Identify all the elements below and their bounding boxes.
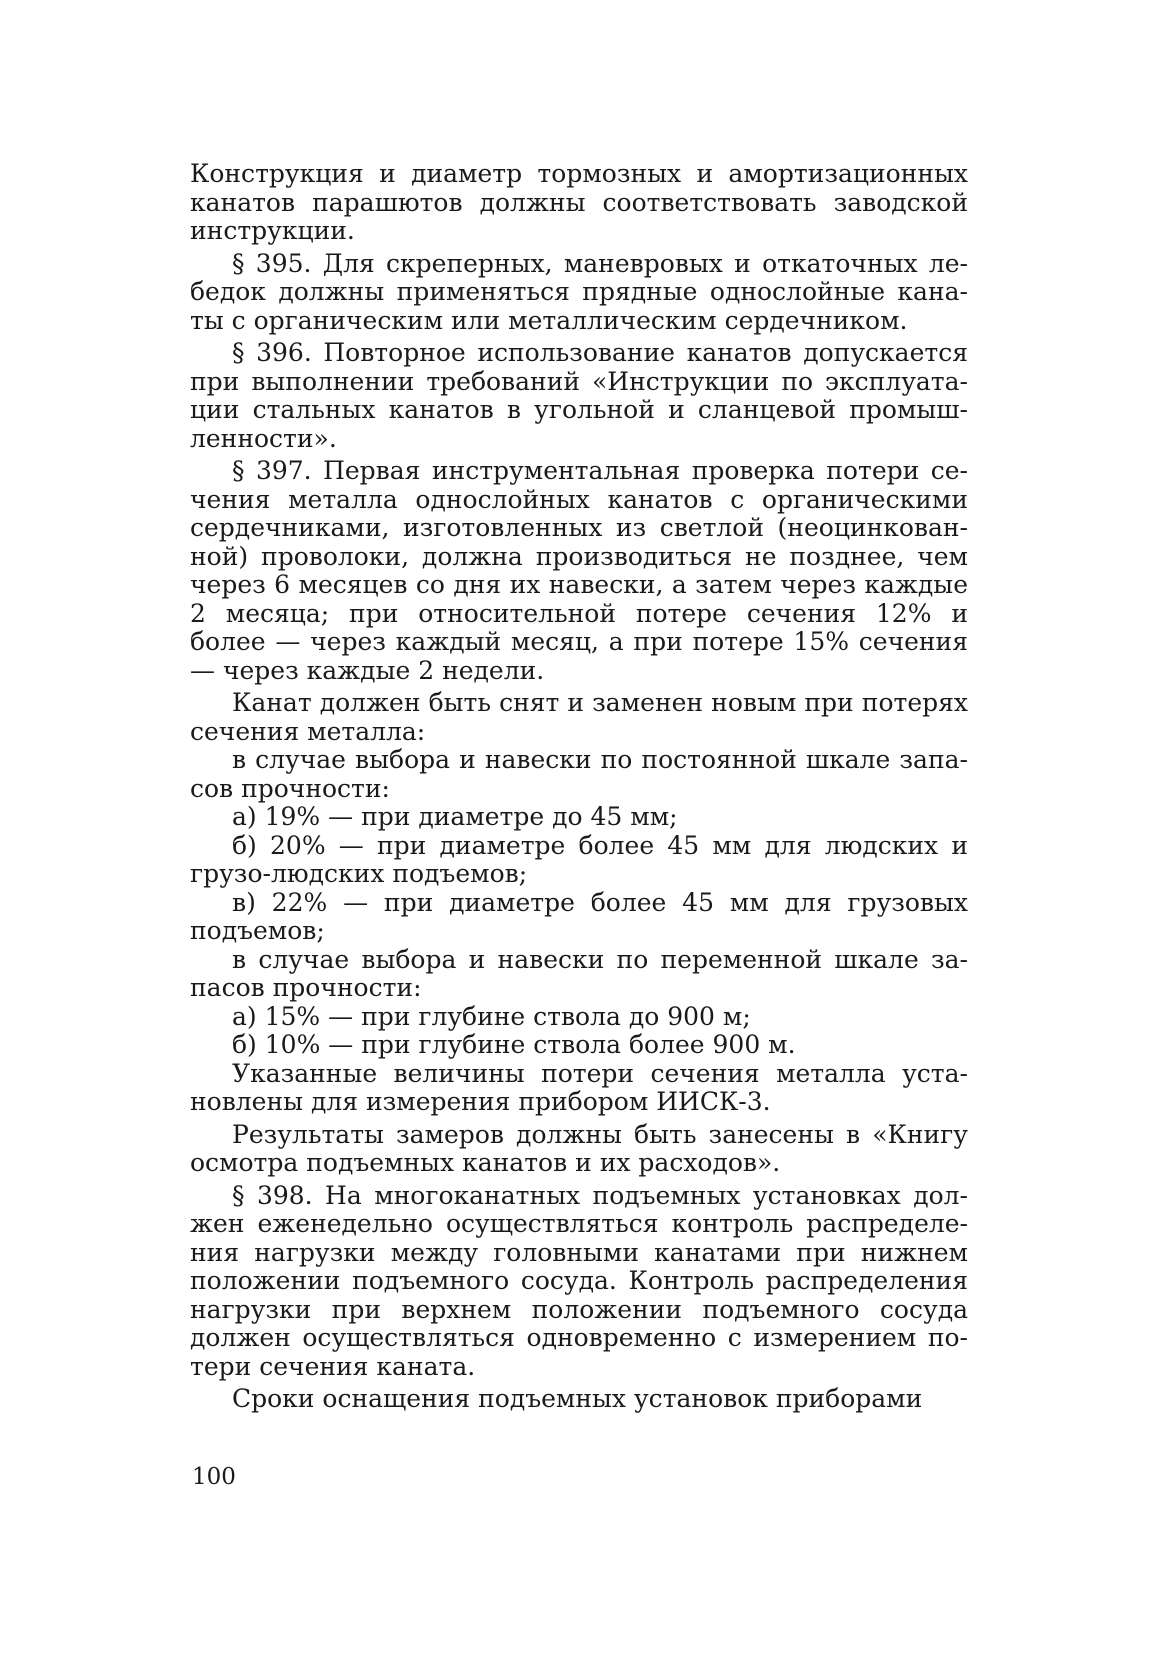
paragraph-iisk: Указанные величины потери сечения металла установлены для измерения прибором ИИСК-3. (190, 1058, 968, 1116)
list-item-v-22: в) 22% — при диаметре более 45 мм для грузовых подъемов; (190, 887, 968, 945)
page-number: 100 (192, 1464, 236, 1490)
list-item-a-19: а) 19% — при диаметре до 45 мм; (232, 802, 678, 831)
paragraph-variable-scale: в случае выбора и навески по переменной шкале запасов прочности: (190, 944, 968, 1002)
paragraph-cable-construction: Конструкция и диаметр тормозных и амортизационных канатов парашютов должны соответствовать заводской инструкции. (190, 159, 968, 245)
paragraph-398: § 398. На многоканатных подъемных установках должен еженедельно осуществляться контроль распределения нагрузки между головными канатами при нижнем положении подъемного сосуда. Контроль распределения нагрузки при верхнем положении подъемного сосуда должен осуществляться одновременно с измерением потери сечения каната. (190, 1180, 968, 1381)
list-item-a-15: а) 15% — при глубине ствола до 900 м; (232, 1001, 751, 1031)
list-item-b-20: б) 20% — при диаметре более 45 мм для людских и грузо-людских подъемов; (190, 830, 968, 888)
paragraph-395: § 395. Для скреперных, маневровых и откаточных лебедок должны применяться прядные однослойные канаты с органическим или металлическим сердечником. (190, 248, 968, 335)
paragraph-constant-scale: в случае выбора и навески по постоянной шкале запасов прочности: (190, 745, 968, 803)
paragraph-replacement: Канат должен быть снят и заменен новым при потерях сечения металла: (190, 688, 968, 746)
paragraph-equipment-deadlines: Сроки оснащения подъемных установок приборами (232, 1384, 923, 1413)
paragraph-396: § 396. Повторное использование канатов допускается при выполнении требований «Инструкции по эксплуатации стальных канатов в угольной и сланцевой промышленности». (190, 338, 968, 453)
list-item-b-10: б) 10% — при глубине ствола более 900 м. (232, 1030, 796, 1059)
body-text (190, 160, 968, 1414)
paragraph-results: Результаты замеров должны быть занесены в «Книгу осмотра подъемных канатов и их расходов». (190, 1119, 968, 1177)
paragraph-397: § 397. Первая инструментальная проверка потери сечения металла однослойных канатов с органическими сердечниками, изготовленных из светлой (неоцинкованной) проволоки, должна производиться не позднее, чем через 6 месяцев со дня их навески, а затем через каждые 2 месяца; при относительной потере сечения 12% и более — через каждый месяц, а при потере 15% сечения — через каждые 2 недели. (190, 456, 968, 685)
